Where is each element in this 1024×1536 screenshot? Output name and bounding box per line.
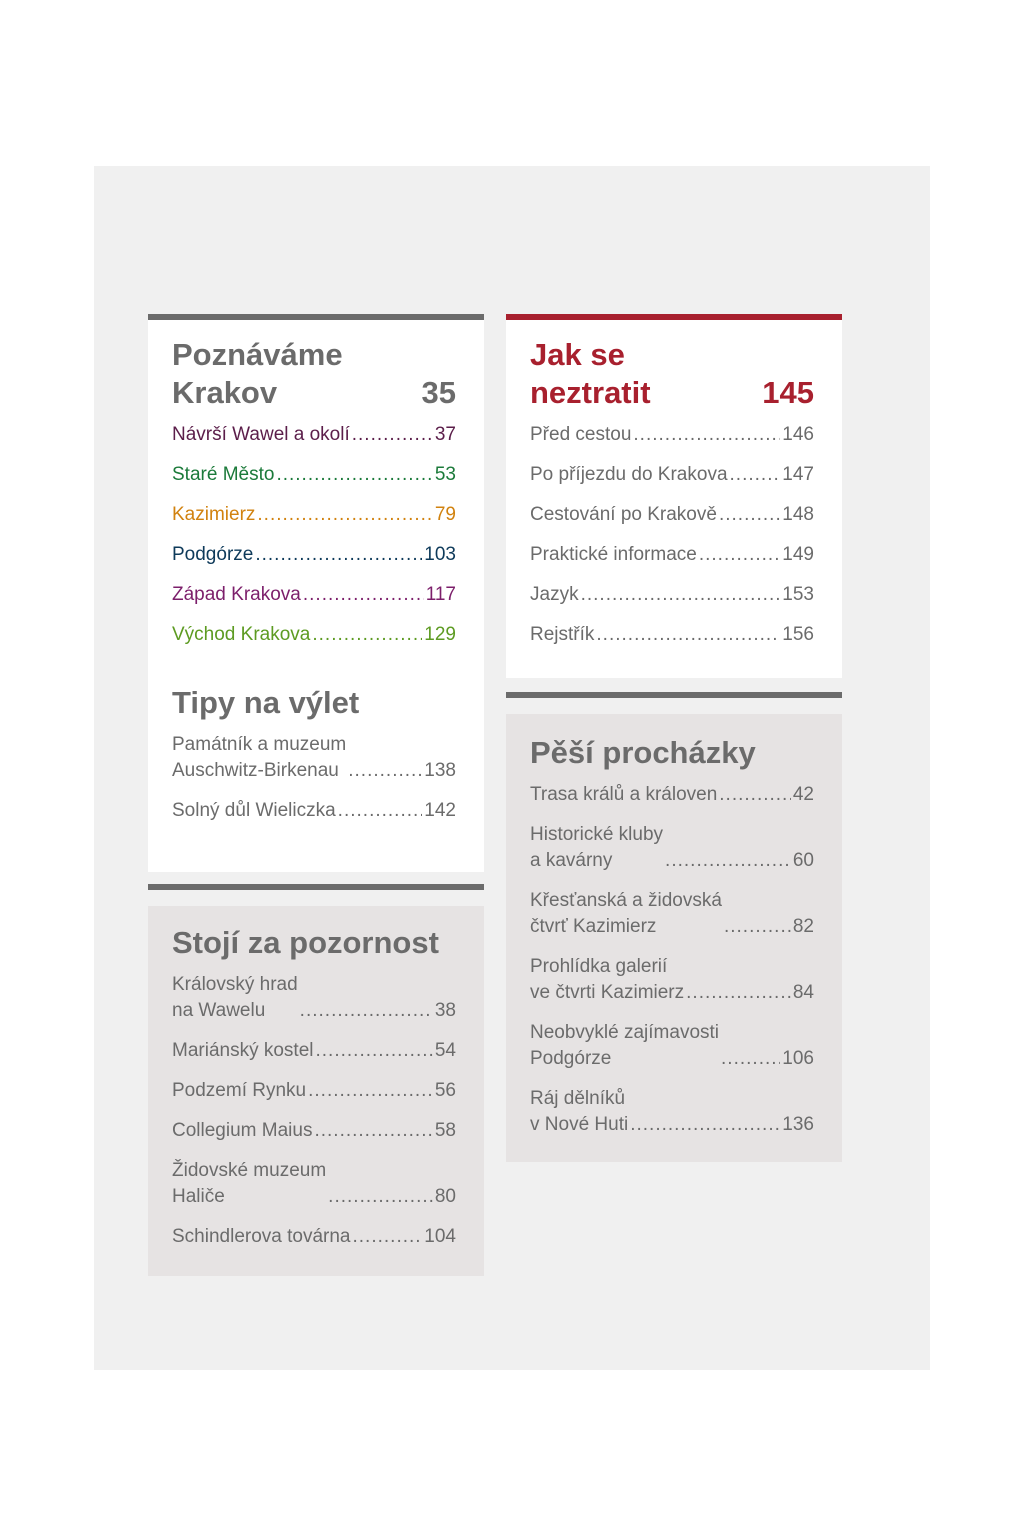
toc-entry-schindler-factory[interactable]: Schindlerova továrna ..... 104 (172, 1224, 456, 1250)
toc-entry-practical-info[interactable]: Praktické informace ..... 149 (530, 542, 814, 568)
toc-entry-wawel[interactable]: Návrší Wawel a okolí ..... 37 (172, 422, 456, 448)
toc-entry-nowa-huta[interactable]: Ráj dělníků v Nové Huti ..... 136 (530, 1086, 814, 1138)
section-rule (148, 314, 484, 320)
getting-around-title: Jak se neztratit 145 (530, 337, 814, 410)
toc-entry-before-trip[interactable]: Před cestou ..... 146 (530, 422, 814, 448)
toc-entry-jewish-museum[interactable]: Židovské muzeum Haliče ..... 80 (172, 1158, 456, 1210)
toc-entry-stare-mesto[interactable]: Staré Město ..... 53 (172, 462, 456, 488)
toc-entry-collegium-maius[interactable]: Collegium Maius ..... 58 (172, 1118, 456, 1144)
toc-entry-language[interactable]: Jazyk ..... 153 (530, 582, 814, 608)
getting-around-section (506, 314, 842, 678)
toc-entry-kazimierz[interactable]: Kazimierz ..... 79 (172, 502, 456, 528)
section-rule (506, 314, 842, 320)
toc-entry-clubs-cafes[interactable]: Historické kluby a kavárny ..... 60 (530, 822, 814, 874)
toc-entry-podgorze[interactable]: Podgórze ..... 103 (172, 542, 456, 568)
toc-entry-vychod[interactable]: Východ Krakova ..... 129 (172, 622, 456, 648)
toc-entry-travel[interactable]: Cestování po Krakově ..... 148 (530, 502, 814, 528)
highlights-section (148, 906, 484, 1276)
toc-entry-kazimierz-quarter[interactable]: Křesťanská a židovská čtvrť Kazimierz ..... 82 (530, 888, 814, 940)
toc-entry-auschwitz[interactable]: Památník a muzeum Auschwitz-Birkenau ..... 138 (172, 732, 456, 784)
toc-entry-index[interactable]: Rejstřík ..... 156 (530, 622, 814, 648)
section-rule (148, 884, 484, 890)
toc-entry-wieliczka[interactable]: Solný důl Wieliczka ..... 142 (172, 798, 456, 824)
walks-section (506, 714, 842, 1162)
getting-around-page: 145 (762, 375, 814, 410)
toc-entry-podgorze-curiosities[interactable]: Neobvyklé zajímavosti Podgórze ..... 106 (530, 1020, 814, 1072)
walks-title: Pěší procházky (530, 735, 756, 770)
discover-page: 35 (421, 375, 456, 410)
toc-entry-arrival[interactable]: Po příjezdu do Krakova ..... 147 (530, 462, 814, 488)
toc-entry-galleries[interactable]: Prohlídka galerií ve čtvrti Kazimierz ..... 84 (530, 954, 814, 1006)
toc-entry-marian-church[interactable]: Mariánský kostel ..... 54 (172, 1038, 456, 1064)
toc-entry-zapad[interactable]: Západ Krakova ..... 117 (172, 582, 456, 608)
toc-entry-rynek-underground[interactable]: Podzemí Rynku ..... 56 (172, 1078, 456, 1104)
section-rule (506, 692, 842, 698)
highlights-title: Stojí za pozornost (172, 925, 439, 960)
trips-title: Tipy na výlet (172, 685, 360, 720)
toc-entry-wawel-castle[interactable]: Královský hrad na Wawelu ..... 38 (172, 972, 456, 1024)
discover-section (148, 314, 484, 872)
discover-title: Poznáváme Krakov 35 (172, 337, 456, 410)
toc-entry-royal-route[interactable]: Trasa králů a královen ..... 42 (530, 782, 814, 808)
